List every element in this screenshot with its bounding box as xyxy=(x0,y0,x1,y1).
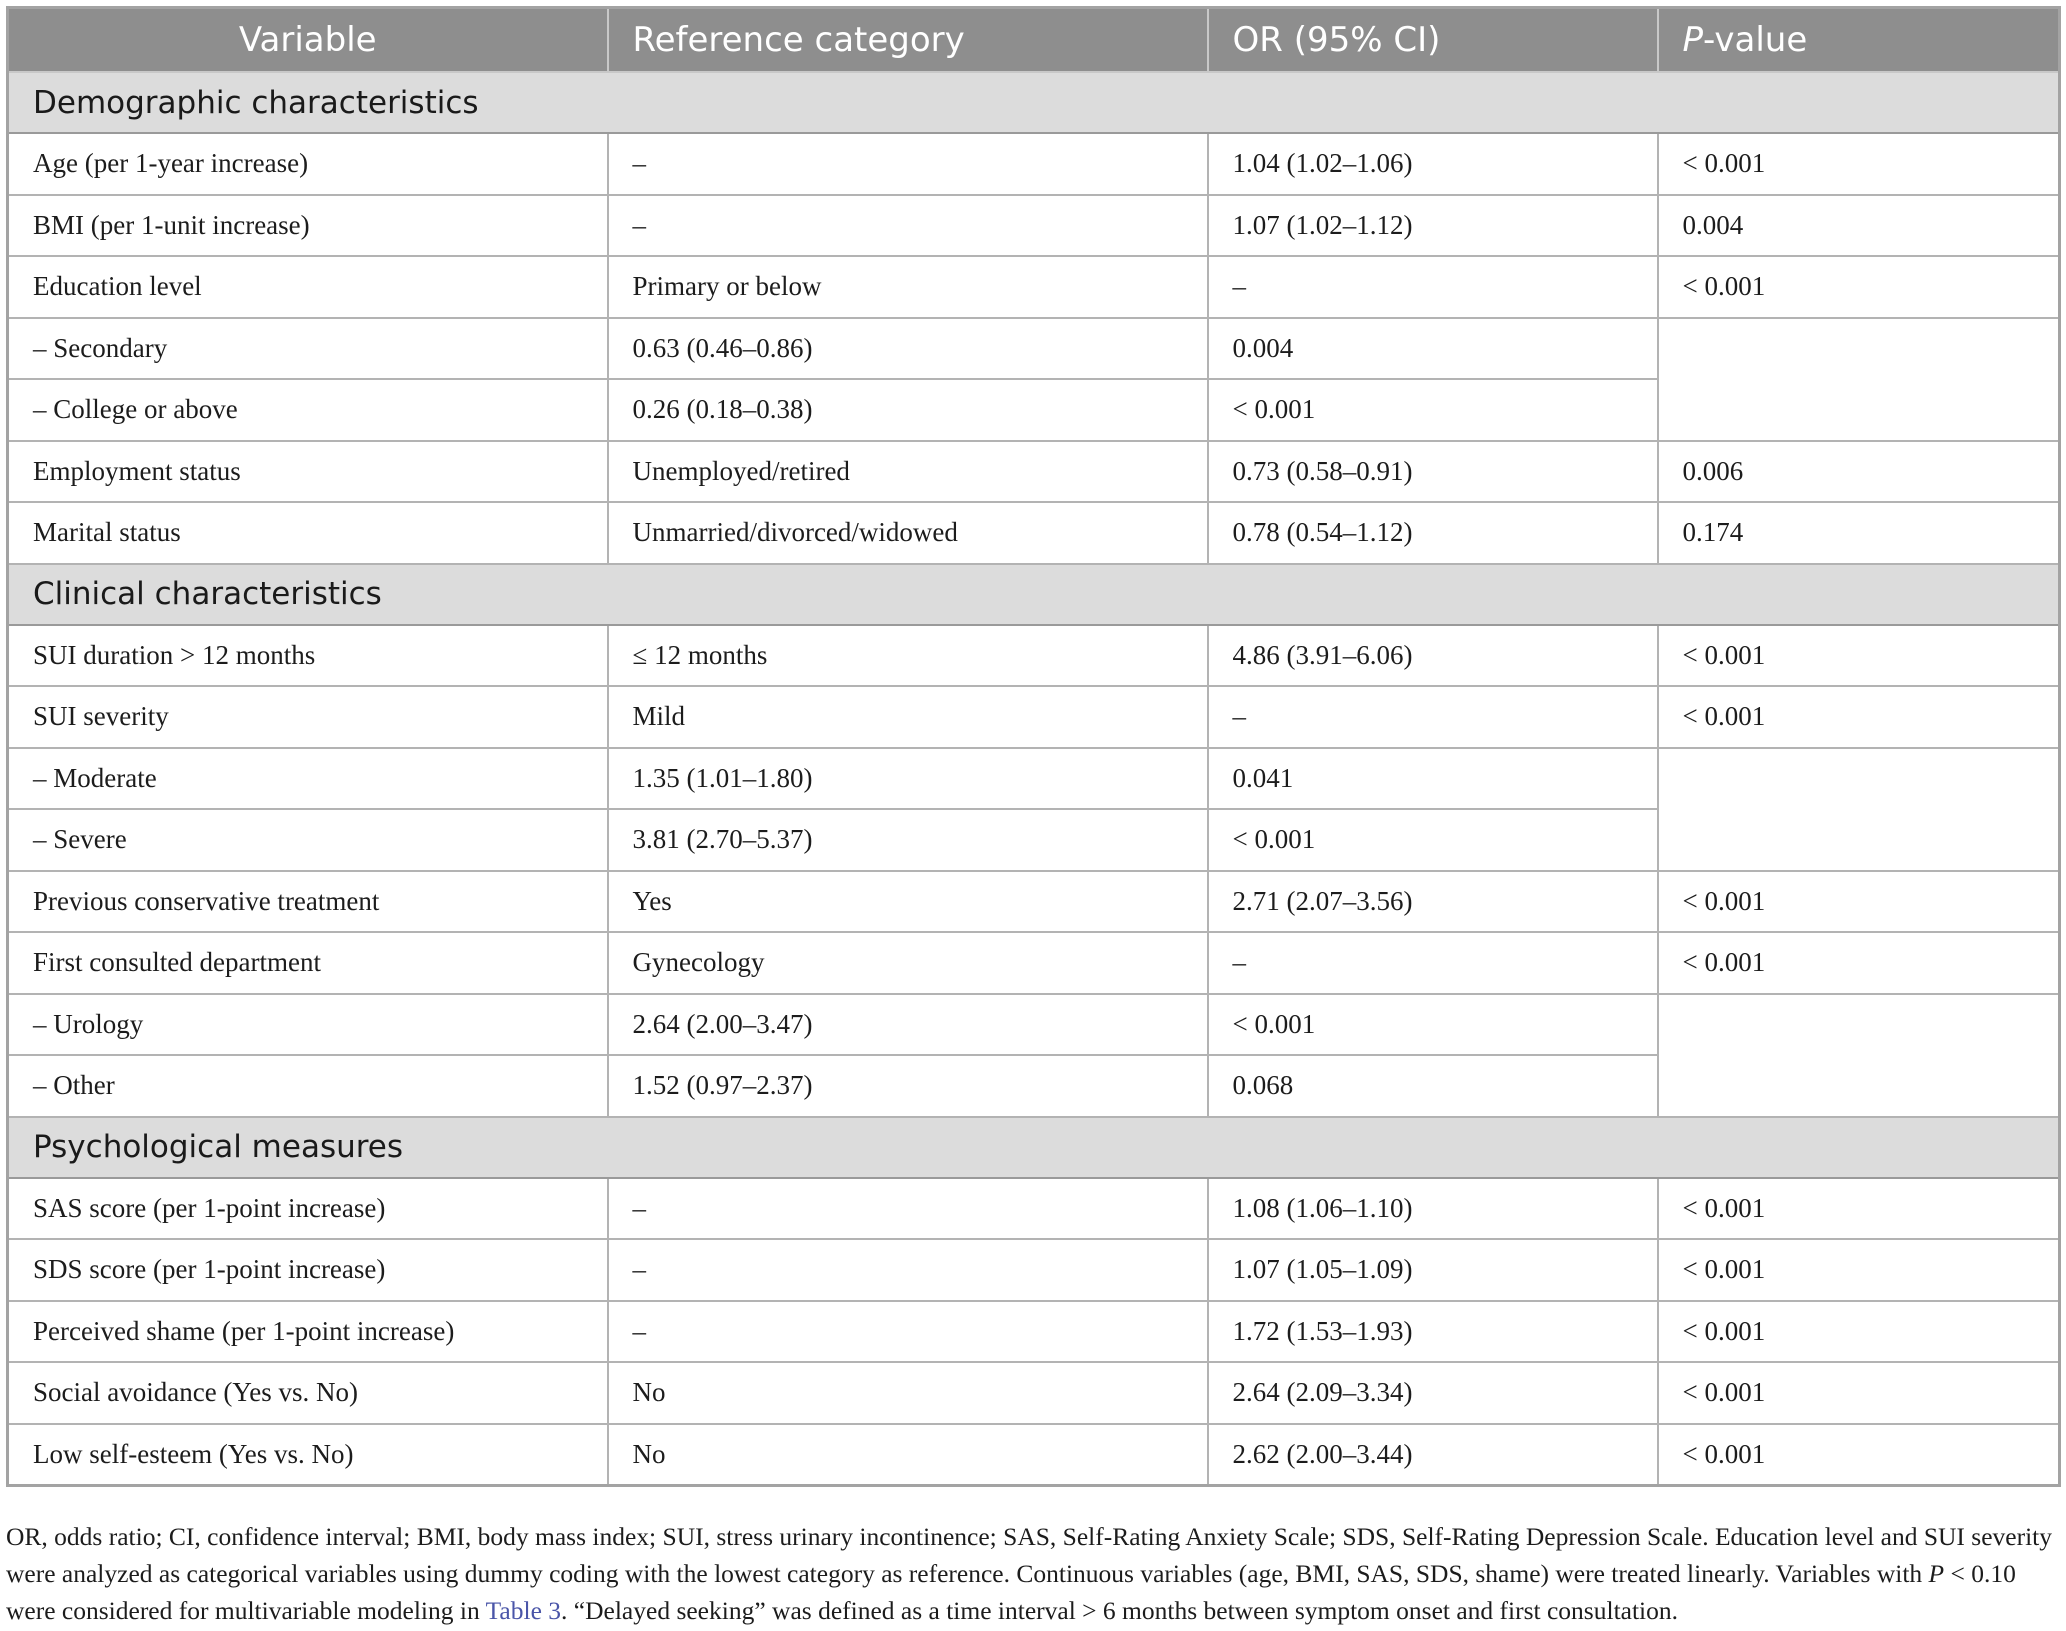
reference-cell: Primary or below xyxy=(608,256,1208,318)
reference-cell: 0.63 (0.46–0.86) xyxy=(608,318,1208,380)
variable-cell: SAS score (per 1-point increase) xyxy=(8,1178,608,1240)
reference-cell: 1.52 (0.97–2.37) xyxy=(608,1055,1208,1117)
p-value-cell: < 0.001 xyxy=(1658,1178,2060,1240)
reference-cell: Unemployed/retired xyxy=(608,441,1208,503)
header-or-ci: OR (95% CI) xyxy=(1208,8,1658,73)
p-value-cell: < 0.001 xyxy=(1658,1362,2060,1424)
header-variable: Variable xyxy=(8,8,608,73)
reference-cell: No xyxy=(608,1424,1208,1486)
p-value-cell: < 0.001 xyxy=(1658,256,2060,318)
or-ci-cell: 0.78 (0.54–1.12) xyxy=(1208,502,1658,564)
p-value-cell: < 0.001 xyxy=(1658,1424,2060,1486)
variable-cell: SUI severity xyxy=(8,686,608,748)
reference-cell: Mild xyxy=(608,686,1208,748)
or-ci-cell: 1.72 (1.53–1.93) xyxy=(1208,1301,1658,1363)
or-ci-cell: 0.004 xyxy=(1208,318,1658,380)
variable-cell: Education level xyxy=(8,256,608,318)
p-value-cell: < 0.001 xyxy=(1658,932,2060,994)
or-ci-cell: 1.04 (1.02–1.06) xyxy=(1208,133,1658,195)
or-ci-cell: < 0.001 xyxy=(1208,379,1658,441)
header-p-rest: -value xyxy=(1703,20,1808,60)
table-row xyxy=(8,1239,2060,1301)
reference-cell: – xyxy=(608,1239,1208,1301)
header-reference-category: Reference category xyxy=(608,8,1208,73)
table-row xyxy=(8,1424,2060,1486)
table-row xyxy=(8,318,2060,380)
reference-cell: – xyxy=(608,1301,1208,1363)
p-value-cell: < 0.001 xyxy=(1658,1239,2060,1301)
reference-cell: ≤ 12 months xyxy=(608,625,1208,687)
reference-cell: 3.81 (2.70–5.37) xyxy=(608,809,1208,871)
reference-cell: Gynecology xyxy=(608,932,1208,994)
p-value-cell: < 0.001 xyxy=(1658,871,2060,933)
table-row xyxy=(8,441,2060,503)
or-ci-cell: 2.62 (2.00–3.44) xyxy=(1208,1424,1658,1486)
header-p-value xyxy=(1658,8,2060,73)
or-ci-cell: < 0.001 xyxy=(1208,809,1658,871)
table-row xyxy=(8,1301,2060,1363)
variable-cell: – Other xyxy=(8,1055,608,1117)
table-row xyxy=(8,932,2060,994)
section-row xyxy=(8,72,2060,133)
variable-cell: BMI (per 1-unit increase) xyxy=(8,195,608,257)
section-row xyxy=(8,1117,2060,1178)
variable-cell: – College or above xyxy=(8,379,608,441)
variable-cell: First consulted department xyxy=(8,932,608,994)
variable-cell: – Secondary xyxy=(8,318,608,380)
p-value-cell: < 0.001 xyxy=(1658,625,2060,687)
p-value-cell: < 0.001 xyxy=(1658,686,2060,748)
variable-cell: Employment status xyxy=(8,441,608,503)
table-row xyxy=(8,502,2060,564)
footnote-text-1: OR, odds ratio; CI, confidence interval; BMI, body mass index; SUI, stress urinary incontinence; SAS, Self-Rating Anxiety Scale; SDS, Self-Rating Depression Scale. Education level and SUI severity were analyzed as categorical variables using dummy coding with the lowest category as reference. Continuous variables (age, BMI, SAS, SDS, shame) were treated linearly. Variables with xyxy=(6,1522,2053,1588)
section-row xyxy=(8,564,2060,625)
p-value-cell: 0.006 xyxy=(1658,441,2060,503)
table-row xyxy=(8,256,2060,318)
variable-cell: – Moderate xyxy=(8,748,608,810)
or-ci-cell: 0.041 xyxy=(1208,748,1658,810)
p-value-cell: 0.174 xyxy=(1658,502,2060,564)
or-ci-cell: 0.068 xyxy=(1208,1055,1658,1117)
or-ci-cell: 4.86 (3.91–6.06) xyxy=(1208,625,1658,687)
reference-cell: 2.64 (2.00–3.47) xyxy=(608,994,1208,1056)
footnote-text-2: < 0.10 were considered for multivariable modeling in xyxy=(6,1559,2016,1625)
header-p-italic: P xyxy=(1682,20,1704,60)
or-ci-cell: – xyxy=(1208,686,1658,748)
table-row xyxy=(8,1362,2060,1424)
table-row xyxy=(8,994,2060,1056)
section-title: Demographic characteristics xyxy=(8,72,2060,133)
p-value-merged-empty-cell xyxy=(1658,748,2060,871)
table-row xyxy=(8,748,2060,810)
or-ci-cell: 1.08 (1.06–1.10) xyxy=(1208,1178,1658,1240)
or-ci-cell: – xyxy=(1208,256,1658,318)
p-value-cell: < 0.001 xyxy=(1658,1301,2060,1363)
p-value-cell: < 0.001 xyxy=(1658,133,2060,195)
reference-cell: Yes xyxy=(608,871,1208,933)
footnote-p-symbol: P xyxy=(1928,1559,1945,1588)
reference-cell: – xyxy=(608,133,1208,195)
table-row xyxy=(8,1178,2060,1240)
table-3-link[interactable]: Table 3 xyxy=(485,1596,562,1625)
or-ci-cell: 0.73 (0.58–0.91) xyxy=(1208,441,1658,503)
table-row xyxy=(8,686,2060,748)
variable-cell: SUI duration > 12 months xyxy=(8,625,608,687)
reference-cell: 1.35 (1.01–1.80) xyxy=(608,748,1208,810)
variable-cell: Previous conservative treatment xyxy=(8,871,608,933)
table-row xyxy=(8,195,2060,257)
variable-cell: Perceived shame (per 1-point increase) xyxy=(8,1301,608,1363)
table-footnote xyxy=(6,1518,2056,1629)
results-table-container xyxy=(6,6,2058,1487)
reference-cell: – xyxy=(608,1178,1208,1240)
header-row xyxy=(8,8,2060,73)
or-ci-cell: 1.07 (1.02–1.12) xyxy=(1208,195,1658,257)
reference-cell: 0.26 (0.18–0.38) xyxy=(608,379,1208,441)
reference-cell: – xyxy=(608,195,1208,257)
table-header xyxy=(8,8,2060,73)
table-row xyxy=(8,871,2060,933)
p-value-cell: 0.004 xyxy=(1658,195,2060,257)
or-ci-cell: 1.07 (1.05–1.09) xyxy=(1208,1239,1658,1301)
variable-cell: Low self-esteem (Yes vs. No) xyxy=(8,1424,608,1486)
reference-cell: Unmarried/divorced/widowed xyxy=(608,502,1208,564)
or-ci-cell: 2.64 (2.09–3.34) xyxy=(1208,1362,1658,1424)
p-value-merged-empty-cell xyxy=(1658,994,2060,1117)
variable-cell: SDS score (per 1-point increase) xyxy=(8,1239,608,1301)
variable-cell: – Severe xyxy=(8,809,608,871)
footnote-text-3: . “Delayed seeking” was defined as a time interval > 6 months between symptom onset and first consultation. xyxy=(561,1596,1679,1625)
table-body xyxy=(8,72,2060,1486)
reference-cell: No xyxy=(608,1362,1208,1424)
table-row xyxy=(8,625,2060,687)
variable-cell: Age (per 1-year increase) xyxy=(8,133,608,195)
or-ci-cell: < 0.001 xyxy=(1208,994,1658,1056)
section-title: Psychological measures xyxy=(8,1117,2060,1178)
variable-cell: Social avoidance (Yes vs. No) xyxy=(8,1362,608,1424)
or-ci-cell: 2.71 (2.07–3.56) xyxy=(1208,871,1658,933)
variable-cell: Marital status xyxy=(8,502,608,564)
table-row xyxy=(8,133,2060,195)
or-ci-cell: – xyxy=(1208,932,1658,994)
variable-cell: – Urology xyxy=(8,994,608,1056)
p-value-merged-empty-cell xyxy=(1658,318,2060,441)
section-title: Clinical characteristics xyxy=(8,564,2060,625)
results-table xyxy=(6,6,2061,1487)
